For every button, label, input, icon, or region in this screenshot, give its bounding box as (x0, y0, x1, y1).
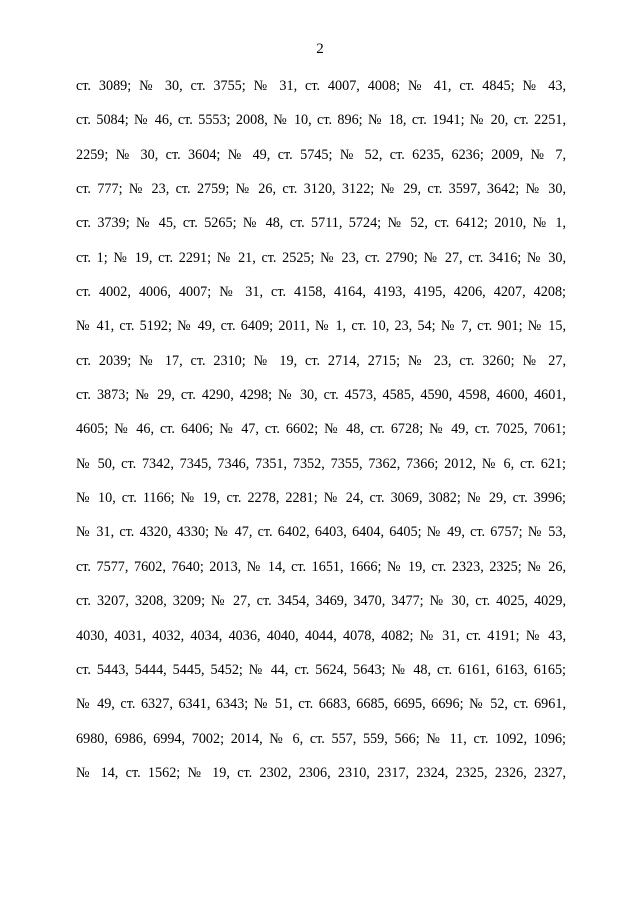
text-line: ст. 3739; № 45, ст. 5265; № 48, ст. 5711, 5724; № 52, ст. 6412; 2010, № 1, (76, 215, 566, 232)
document-body (76, 76, 566, 797)
text-line: 6980, 6986, 6994, 7002; 2014, № 6, ст. 557, 559, 566; № 11, ст. 1092, 1096; (76, 730, 566, 747)
text-line: ст. 3089; № 30, ст. 3755; № 31, ст. 4007, 4008; № 41, ст. 4845; № 43, (76, 78, 566, 94)
text-line: ст. 5443, 5444, 5445, 5452; № 44, ст. 5624, 5643; № 48, ст. 6161, 6163, 6165; (76, 661, 566, 678)
text-line: 2259; № 30, ст. 3604; № 49, ст. 5745; № 52, ст. 6235, 6236; 2009, № 7, (76, 146, 566, 163)
text-line: 4605; № 46, ст. 6406; № 47, ст. 6602; № 48, ст. 6728; № 49, ст. 7025, 7061; (76, 421, 566, 438)
text-line: № 50, ст. 7342, 7345, 7346, 7351, 7352, 7355, 7362, 7366; 2012, № 6, ст. 621; (76, 455, 566, 472)
text-line: ст. 3207, 3208, 3209; № 27, ст. 3454, 3469, 3470, 3477; № 30, ст. 4025, 4029, (76, 593, 566, 610)
text-line: ст. 2039; № 17, ст. 2310; № 19, ст. 2714, 2715; № 23, ст. 3260; № 27, (76, 352, 566, 369)
text-line: № 49, ст. 6327, 6341, 6343; № 51, ст. 6683, 6685, 6695, 6696; № 52, ст. 6961, (76, 696, 566, 713)
text-line: ст. 7577, 7602, 7640; 2013, № 14, ст. 1651, 1666; № 19, ст. 2323, 2325; № 26, (76, 558, 566, 575)
text-line: ст. 1; № 19, ст. 2291; № 21, ст. 2525; № 23, ст. 2790; № 27, ст. 3416; № 30, (76, 249, 566, 266)
text-line: 4030, 4031, 4032, 4034, 4036, 4040, 4044, 4078, 4082; № 31, ст. 4191; № 43, (76, 627, 566, 644)
text-line: ст. 3873; № 29, ст. 4290, 4298; № 30, ст. 4573, 4585, 4590, 4598, 4600, 4601, (76, 387, 566, 404)
text-line: ст. 777; № 23, ст. 2759; № 26, ст. 3120, 3122; № 29, ст. 3597, 3642; № 30, (76, 181, 566, 198)
page-number: 2 (316, 41, 324, 57)
text-line: № 41, ст. 5192; № 49, ст. 6409; 2011, № 1, ст. 10, 23, 54; № 7, ст. 901; № 15, (76, 318, 566, 335)
text-line: № 14, ст. 1562; № 19, ст. 2302, 2306, 2310, 2317, 2324, 2325, 2326, 2327, (76, 764, 566, 781)
text-line: № 10, ст. 1166; № 19, ст. 2278, 2281; № 24, ст. 3069, 3082; № 29, ст. 3996; (76, 490, 566, 507)
text-line: № 31, ст. 4320, 4330; № 47, ст. 6402, 6403, 6404, 6405; № 49, ст. 6757; № 53, (76, 524, 566, 541)
text-line: ст. 5084; № 46, ст. 5553; 2008, № 10, ст. 896; № 18, ст. 1941; № 20, ст. 2251, (76, 112, 566, 129)
text-line: ст. 4002, 4006, 4007; № 31, ст. 4158, 4164, 4193, 4195, 4206, 4207, 4208; (76, 284, 566, 301)
